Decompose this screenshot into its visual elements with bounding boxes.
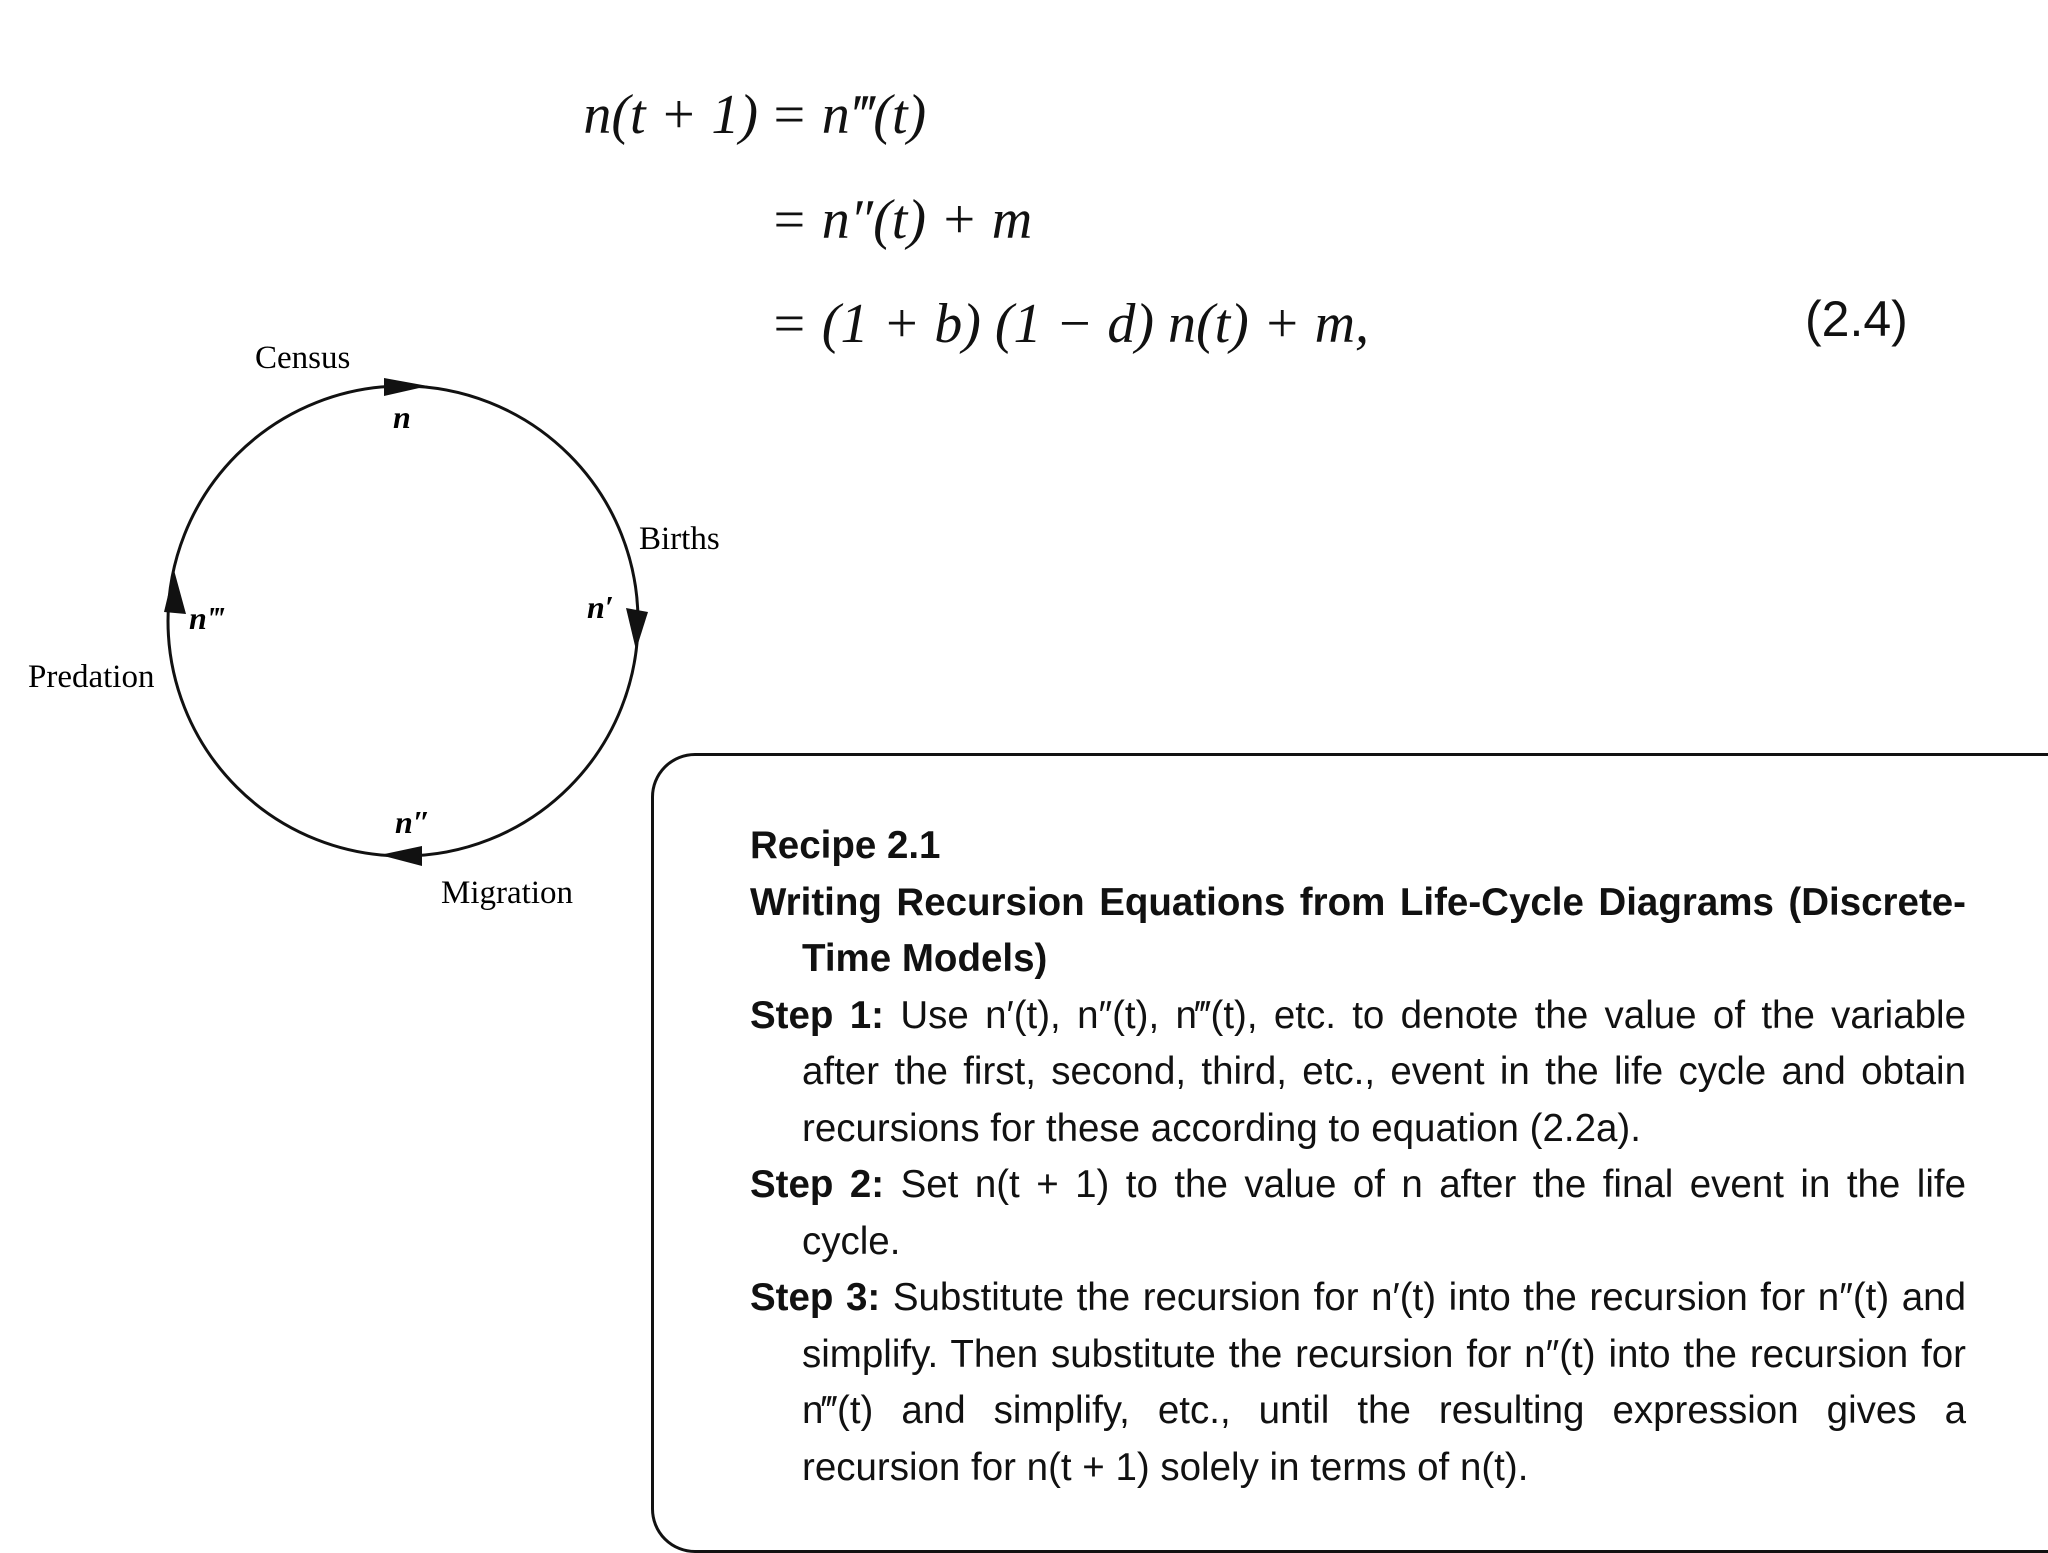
step-text: Substitute the recursion for n′(t) into the recursion for n″(t) and simplify. Then substitute the recursion for n″(t) into the recursion for n‴(t) and simplify, etc., until the resulting expression gives a recursion for n(t + 1) solely in terms of n(t). (802, 1276, 1966, 1489)
step-label: Step 3: (750, 1276, 881, 1319)
life-cycle-diagram (0, 0, 760, 940)
births-label: Births (639, 521, 720, 557)
census-arrow-icon (384, 378, 428, 396)
predation-arrow-icon (164, 570, 186, 614)
step-label: Step 1: (750, 993, 884, 1037)
predation-label: Predation (28, 659, 155, 695)
recipe-heading: Writing Recursion Equations from Life-Cycle Diagrams (Discrete-Time Models) (750, 880, 1966, 980)
equation-lhs: n(t + 1) (583, 84, 758, 146)
state-n-double-label: n″ (395, 804, 431, 840)
births-arrow-icon (626, 608, 648, 650)
migration-arrow-icon (380, 846, 422, 866)
equation-line-1: = n‴(t) (770, 84, 927, 146)
equation-line-3: = (1 + b) (1 − d) n(t) + m, (770, 293, 1370, 355)
recipe-step-2 (750, 1157, 1966, 1270)
state-n-label: n (393, 399, 411, 435)
recipe-content (750, 818, 1966, 1496)
state-n-prime-label: n′ (587, 589, 614, 625)
step-text: Use n′(t), n″(t), n‴(t), etc. to denote the value of the variable after the first, second, third, etc., event in the life cycle and obtain recursions for these according to equation (2.2a). (802, 993, 1966, 1150)
migration-label: Migration (441, 875, 573, 911)
recipe-title: Recipe 2.1 (750, 824, 941, 867)
step-label: Step 2: (750, 1163, 885, 1206)
step-text: Set n(t + 1) to the value of n after the final event in the life cycle. (802, 1163, 1967, 1263)
life-cycle-circle (168, 386, 638, 856)
state-n-triple-label: n‴ (189, 600, 225, 636)
equation-line-2: = n″(t) + m (770, 189, 1033, 251)
census-label: Census (255, 340, 351, 376)
recipe-step-3 (750, 1270, 1966, 1496)
recipe-step-1 (750, 988, 1966, 1158)
equation-number: (2.4) (1805, 291, 1908, 347)
